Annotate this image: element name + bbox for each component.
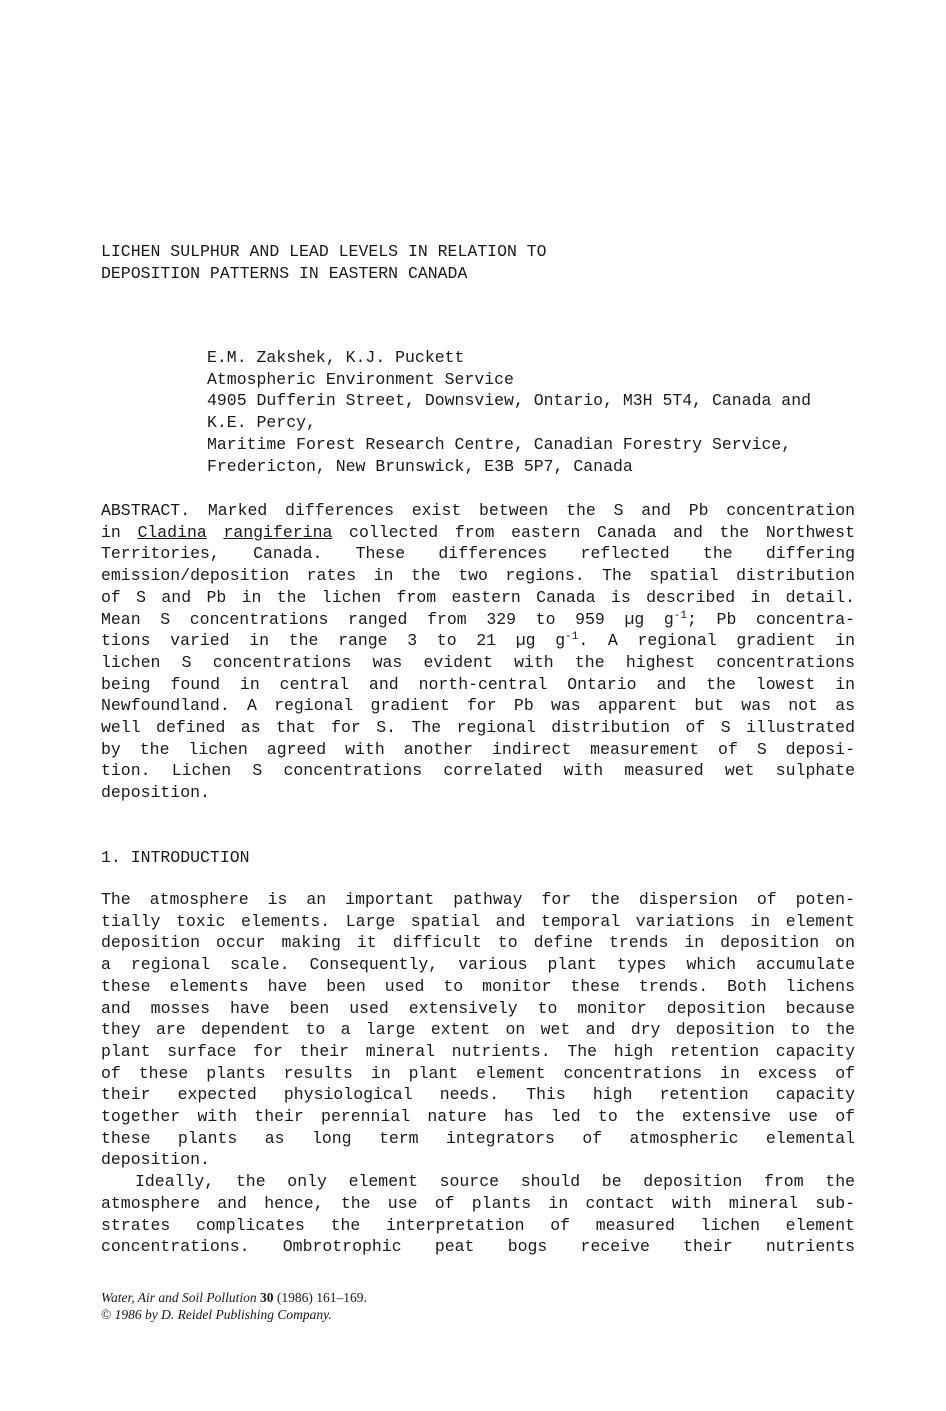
title-line-1: LICHEN SULPHUR AND LEAD LEVELS IN RELATION TO bbox=[101, 242, 547, 261]
author-names-1: E.M. Zakshek, K.J. Puckett bbox=[207, 348, 465, 367]
intro-line: and mosses have been used extensively to monitor deposition because bbox=[101, 998, 855, 1018]
journal-name: Water, Air and Soil Pollution bbox=[101, 1290, 257, 1305]
species-genus: Cladina bbox=[137, 522, 207, 542]
abstract-line bbox=[101, 630, 855, 652]
abstract-text: . A regional gradient in bbox=[578, 631, 855, 651]
intro-line: these elements have been used to monitor these trends. Both lichens bbox=[101, 976, 855, 996]
title-line-2: DEPOSITION PATTERNS IN EASTERN CANADA bbox=[101, 263, 468, 283]
section-heading-introduction: 1. INTRODUCTION bbox=[101, 848, 250, 867]
paper-title bbox=[101, 241, 861, 284]
copyright-text: 1986 by D. Reidel Publishing Company. bbox=[111, 1307, 332, 1322]
intro-line: of these plants results in plant element concentrations in excess of bbox=[101, 1063, 855, 1083]
citation-line bbox=[101, 1289, 601, 1306]
abstract-text: Mean S concentrations ranged from 329 to 959 µg g bbox=[101, 609, 674, 629]
abstract-line: deposition. bbox=[101, 783, 210, 803]
intro-line: Ideally, the only element source should be deposition from the bbox=[135, 1172, 855, 1192]
author-affiliations bbox=[207, 347, 907, 477]
abstract-text: in bbox=[101, 522, 138, 542]
year-pages: (1986) 161–169. bbox=[273, 1290, 367, 1305]
introduction-body bbox=[101, 889, 855, 1258]
intro-line: The atmosphere is an important pathway for the dispersion of poten- bbox=[101, 890, 855, 909]
abstract-line: by the lichen agreed with another indirect measurement of S deposi- bbox=[101, 739, 855, 759]
unit-exponent: -1 bbox=[565, 631, 579, 644]
abstract-line bbox=[101, 522, 855, 544]
author-names-2: K.E. Percy, bbox=[207, 413, 316, 433]
affiliation-1: Atmospheric Environment Service bbox=[207, 369, 514, 389]
abstract bbox=[101, 500, 855, 804]
intro-line: a regional scale. Consequently, various plant types which accumulate bbox=[101, 955, 855, 975]
abstract-line: Territories, Canada. These differences reflected the differing bbox=[101, 544, 855, 564]
abstract-line: of S and Pb in the lichen from eastern Canada is described in detail. bbox=[101, 587, 855, 607]
intro-line: deposition occur making it difficult to define trends in deposition on bbox=[101, 933, 855, 953]
unit-exponent: -1 bbox=[673, 609, 687, 622]
journal-volume: 30 bbox=[260, 1290, 274, 1305]
abstract-line: tion. Lichen S concentrations correlated with measured wet sulphate bbox=[101, 761, 855, 781]
intro-line: strates complicates the interpretation of measured lichen element bbox=[101, 1215, 855, 1235]
address-2: Fredericton, New Brunswick, E3B 5P7, Canada bbox=[207, 456, 633, 476]
intro-line: their expected physiological needs. This high retention capacity bbox=[101, 1085, 855, 1105]
intro-line: deposition. bbox=[101, 1150, 210, 1170]
abstract-line: Newfoundland. A regional gradient for Pb was apparent but was not as bbox=[101, 696, 855, 716]
intro-line: tially toxic elements. Large spatial and temporal variations in element bbox=[101, 911, 855, 931]
abstract-line: lichen S concentrations was evident with the highest concentrations bbox=[101, 652, 855, 672]
abstract-line bbox=[101, 609, 855, 631]
species-epithet: rangiferina bbox=[223, 522, 333, 542]
abstract-text: collected from eastern Canada and the Northwest bbox=[332, 522, 855, 542]
abstract-line: being found in central and north-central Ontario and the lowest in bbox=[101, 674, 855, 694]
intro-line: they are dependent to a large extent on wet and dry deposition to the bbox=[101, 1020, 855, 1040]
abstract-text: tions varied in the range 3 to 21 µg g bbox=[101, 631, 566, 651]
address-1: 4905 Dufferin Street, Downsview, Ontario, M3H 5T4, Canada and bbox=[207, 391, 811, 411]
copyright-symbol: © bbox=[101, 1307, 112, 1322]
copyright-line bbox=[101, 1306, 601, 1323]
abstract-line: well defined as that for S. The regional distribution of S illustrated bbox=[101, 718, 855, 738]
intro-line: plant surface for their mineral nutrients. The high retention capacity bbox=[101, 1041, 855, 1061]
intro-line: these plants as long term integrators of atmospheric elemental bbox=[101, 1128, 855, 1148]
abstract-line: emission/deposition rates in the two regions. The spatial distribution bbox=[101, 566, 855, 586]
intro-line: concentrations. Ombrotrophic peat bogs receive their nutrients bbox=[101, 1237, 855, 1257]
intro-line: together with their perennial nature has led to the extensive use of bbox=[101, 1107, 855, 1127]
abstract-line: ABSTRACT. Marked differences exist between the S and Pb concentration bbox=[101, 501, 855, 520]
journal-footer bbox=[101, 1289, 601, 1323]
abstract-text: ; Pb concentra- bbox=[687, 609, 855, 629]
affiliation-2: Maritime Forest Research Centre, Canadian Forestry Service, bbox=[207, 434, 792, 454]
intro-line: atmosphere and hence, the use of plants in contact with mineral sub- bbox=[101, 1193, 855, 1213]
